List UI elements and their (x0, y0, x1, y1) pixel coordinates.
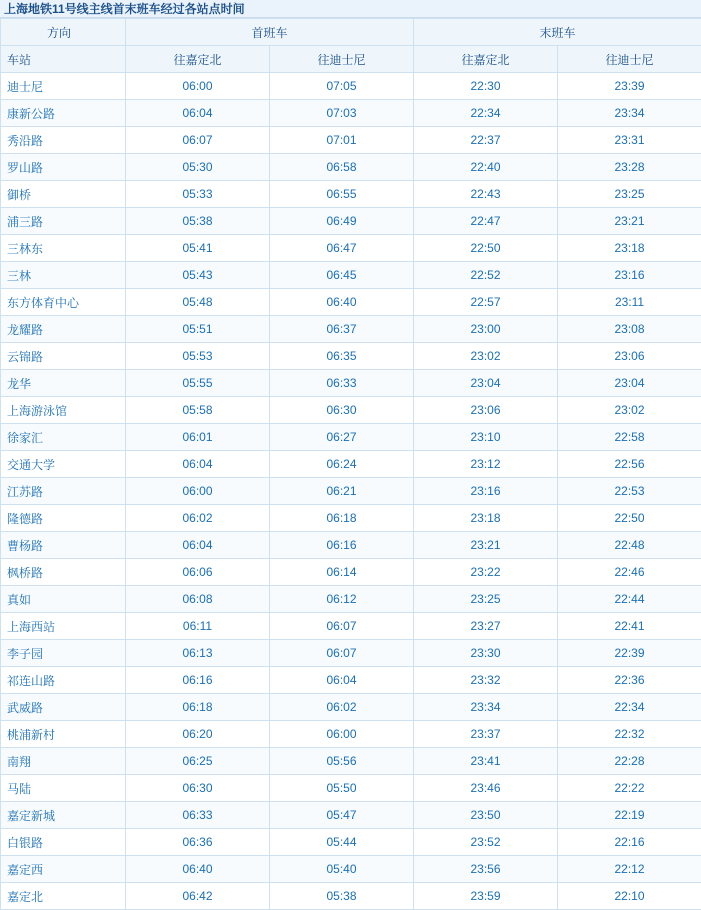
first-train-to-jiadingbei-cell: 06:00 (126, 478, 270, 505)
first-train-to-jiadingbei-cell: 06:42 (126, 883, 270, 910)
page-title: 上海地铁11号线主线首末班车经过各站点时间 (4, 1, 245, 17)
last-train-to-jiadingbei-cell: 23:18 (414, 505, 558, 532)
station-name-cell: 秀沿路 (1, 127, 126, 154)
last-train-to-disney-cell: 22:10 (558, 883, 701, 910)
table-row (1, 370, 701, 397)
table-row (1, 532, 701, 559)
last-train-to-disney-cell: 23:28 (558, 154, 701, 181)
first-train-to-jiadingbei-cell: 05:53 (126, 343, 270, 370)
last-train-to-jiadingbei-cell: 22:37 (414, 127, 558, 154)
first-train-to-jiadingbei-cell: 06:04 (126, 100, 270, 127)
first-train-to-disney-cell: 06:24 (270, 451, 414, 478)
table-row (1, 343, 701, 370)
last-train-to-jiadingbei-cell: 23:37 (414, 721, 558, 748)
first-train-to-disney-cell: 06:40 (270, 289, 414, 316)
first-train-to-disney-cell: 06:30 (270, 397, 414, 424)
station-name-cell: 上海游泳馆 (1, 397, 126, 424)
table-row (1, 748, 701, 775)
last-train-to-disney-cell: 22:56 (558, 451, 701, 478)
table-row (1, 721, 701, 748)
last-train-to-disney-cell: 23:34 (558, 100, 701, 127)
first-train-to-disney-cell: 06:49 (270, 208, 414, 235)
last-train-to-disney-cell: 22:22 (558, 775, 701, 802)
station-name-cell: 曹杨路 (1, 532, 126, 559)
station-name-cell: 浦三路 (1, 208, 126, 235)
first-train-to-disney-cell: 05:47 (270, 802, 414, 829)
first-train-to-disney-cell: 06:00 (270, 721, 414, 748)
table-row (1, 127, 701, 154)
station-name-cell: 迪士尼 (1, 73, 126, 100)
table-row (1, 100, 701, 127)
last-train-to-disney-cell: 22:41 (558, 613, 701, 640)
first-train-to-disney-cell: 07:01 (270, 127, 414, 154)
table-row (1, 181, 701, 208)
last-train-to-disney-cell: 22:50 (558, 505, 701, 532)
first-train-to-disney-cell: 07:05 (270, 73, 414, 100)
first-train-to-jiadingbei-cell: 05:41 (126, 235, 270, 262)
first-train-to-disney-cell: 07:03 (270, 100, 414, 127)
last-train-to-disney-cell: 22:19 (558, 802, 701, 829)
first-train-to-jiadingbei-cell: 06:04 (126, 451, 270, 478)
first-train-to-disney-cell: 06:33 (270, 370, 414, 397)
table-row (1, 235, 701, 262)
first-train-to-jiadingbei-cell: 06:13 (126, 640, 270, 667)
table-row (1, 154, 701, 181)
table-row (1, 73, 701, 100)
page-title-bar (0, 0, 701, 18)
station-name-cell: 祁连山路 (1, 667, 126, 694)
first-train-to-jiadingbei-cell: 05:38 (126, 208, 270, 235)
last-train-to-jiadingbei-cell: 23:59 (414, 883, 558, 910)
last-train-to-jiadingbei-cell: 22:40 (414, 154, 558, 181)
last-train-to-disney-cell: 22:53 (558, 478, 701, 505)
last-train-to-jiadingbei-cell: 23:16 (414, 478, 558, 505)
first-train-to-jiadingbei-cell: 06:07 (126, 127, 270, 154)
first-train-to-disney-cell: 06:12 (270, 586, 414, 613)
last-train-to-jiadingbei-cell: 23:04 (414, 370, 558, 397)
station-name-cell: 徐家汇 (1, 424, 126, 451)
first-train-to-disney-cell: 05:40 (270, 856, 414, 883)
last-train-to-disney-cell: 22:32 (558, 721, 701, 748)
last-train-to-disney-cell: 22:28 (558, 748, 701, 775)
last-train-to-disney-cell: 22:58 (558, 424, 701, 451)
last-train-to-disney-cell: 22:16 (558, 829, 701, 856)
first-train-to-jiadingbei-cell: 06:36 (126, 829, 270, 856)
last-train-to-disney-cell: 22:34 (558, 694, 701, 721)
last-train-to-jiadingbei-cell: 23:25 (414, 586, 558, 613)
last-train-to-jiadingbei-cell: 23:41 (414, 748, 558, 775)
last-train-to-jiadingbei-cell: 23:46 (414, 775, 558, 802)
first-train-to-disney-cell: 06:37 (270, 316, 414, 343)
first-train-to-disney-cell: 06:07 (270, 640, 414, 667)
first-train-to-disney-cell: 06:07 (270, 613, 414, 640)
last-train-to-jiadingbei-cell: 23:02 (414, 343, 558, 370)
last-train-to-disney-cell: 23:04 (558, 370, 701, 397)
first-train-to-jiadingbei-cell: 05:30 (126, 154, 270, 181)
first-train-to-jiadingbei-cell: 05:58 (126, 397, 270, 424)
first-train-to-jiadingbei-cell: 06:33 (126, 802, 270, 829)
first-train-to-jiadingbei-cell: 06:25 (126, 748, 270, 775)
last-train-to-disney-cell: 23:18 (558, 235, 701, 262)
table-header (1, 19, 701, 73)
first-train-to-jiadingbei-cell: 06:06 (126, 559, 270, 586)
station-name-cell: 南翔 (1, 748, 126, 775)
column-first-to-jiadingbei: 往嘉定北 (126, 46, 270, 73)
last-train-to-jiadingbei-cell: 23:12 (414, 451, 558, 478)
station-name-cell: 罗山路 (1, 154, 126, 181)
first-train-to-disney-cell: 06:47 (270, 235, 414, 262)
first-train-to-jiadingbei-cell: 06:16 (126, 667, 270, 694)
table-row (1, 694, 701, 721)
last-train-to-disney-cell: 23:02 (558, 397, 701, 424)
first-train-to-jiadingbei-cell: 06:01 (126, 424, 270, 451)
last-train-to-jiadingbei-cell: 23:34 (414, 694, 558, 721)
table-body (1, 73, 701, 910)
last-train-to-jiadingbei-cell: 23:32 (414, 667, 558, 694)
first-train-to-disney-cell: 06:27 (270, 424, 414, 451)
table-row (1, 613, 701, 640)
last-train-to-jiadingbei-cell: 23:52 (414, 829, 558, 856)
table-row (1, 640, 701, 667)
table-row (1, 262, 701, 289)
station-name-cell: 白银路 (1, 829, 126, 856)
table-row (1, 829, 701, 856)
column-first-to-disney: 往迪士尼 (270, 46, 414, 73)
station-name-cell: 云锦路 (1, 343, 126, 370)
last-train-to-jiadingbei-cell: 22:57 (414, 289, 558, 316)
last-train-to-disney-cell: 23:25 (558, 181, 701, 208)
first-train-to-disney-cell: 05:44 (270, 829, 414, 856)
station-name-cell: 御桥 (1, 181, 126, 208)
first-train-to-jiadingbei-cell: 06:30 (126, 775, 270, 802)
last-train-to-jiadingbei-cell: 23:27 (414, 613, 558, 640)
station-name-cell: 嘉定北 (1, 883, 126, 910)
last-train-to-jiadingbei-cell: 22:52 (414, 262, 558, 289)
header-row-groups (1, 19, 701, 46)
table-row (1, 667, 701, 694)
first-train-to-jiadingbei-cell: 05:51 (126, 316, 270, 343)
direction-label: 方向 (1, 19, 126, 46)
last-train-to-disney-cell: 22:36 (558, 667, 701, 694)
station-name-cell: 嘉定新城 (1, 802, 126, 829)
table-row (1, 397, 701, 424)
last-train-to-disney-cell: 23:08 (558, 316, 701, 343)
first-train-to-jiadingbei-cell: 05:48 (126, 289, 270, 316)
first-train-to-jiadingbei-cell: 05:33 (126, 181, 270, 208)
station-name-cell: 桃浦新村 (1, 721, 126, 748)
first-train-to-disney-cell: 06:18 (270, 505, 414, 532)
column-last-to-jiadingbei: 往嘉定北 (414, 46, 558, 73)
station-name-cell: 三林东 (1, 235, 126, 262)
table-row (1, 316, 701, 343)
last-train-to-jiadingbei-cell: 23:10 (414, 424, 558, 451)
last-train-to-jiadingbei-cell: 23:30 (414, 640, 558, 667)
last-train-to-jiadingbei-cell: 22:34 (414, 100, 558, 127)
metro-timetable (0, 18, 701, 910)
last-train-to-disney-cell: 22:46 (558, 559, 701, 586)
first-train-to-disney-cell: 06:14 (270, 559, 414, 586)
first-train-to-disney-cell: 06:45 (270, 262, 414, 289)
last-train-to-jiadingbei-cell: 23:00 (414, 316, 558, 343)
last-train-to-jiadingbei-cell: 22:50 (414, 235, 558, 262)
last-train-to-jiadingbei-cell: 23:50 (414, 802, 558, 829)
station-name-cell: 马陆 (1, 775, 126, 802)
last-train-to-jiadingbei-cell: 22:47 (414, 208, 558, 235)
table-row (1, 451, 701, 478)
first-train-to-jiadingbei-cell: 06:40 (126, 856, 270, 883)
first-train-to-jiadingbei-cell: 06:04 (126, 532, 270, 559)
station-name-cell: 交通大学 (1, 451, 126, 478)
table-row (1, 478, 701, 505)
station-name-cell: 武威路 (1, 694, 126, 721)
last-train-to-jiadingbei-cell: 23:21 (414, 532, 558, 559)
header-row-columns (1, 46, 701, 73)
table-row (1, 802, 701, 829)
first-train-to-disney-cell: 06:58 (270, 154, 414, 181)
last-train-to-disney-cell: 23:21 (558, 208, 701, 235)
first-train-to-jiadingbei-cell: 05:55 (126, 370, 270, 397)
column-last-to-disney: 往迪士尼 (558, 46, 701, 73)
last-train-to-disney-cell: 23:16 (558, 262, 701, 289)
group-last-train: 末班车 (414, 19, 701, 46)
last-train-to-disney-cell: 23:31 (558, 127, 701, 154)
station-name-cell: 江苏路 (1, 478, 126, 505)
first-train-to-disney-cell: 06:55 (270, 181, 414, 208)
last-train-to-disney-cell: 22:44 (558, 586, 701, 613)
table-row (1, 424, 701, 451)
first-train-to-disney-cell: 06:16 (270, 532, 414, 559)
first-train-to-disney-cell: 05:50 (270, 775, 414, 802)
last-train-to-disney-cell: 22:39 (558, 640, 701, 667)
first-train-to-jiadingbei-cell: 06:08 (126, 586, 270, 613)
last-train-to-disney-cell: 23:06 (558, 343, 701, 370)
first-train-to-jiadingbei-cell: 06:02 (126, 505, 270, 532)
station-name-cell: 真如 (1, 586, 126, 613)
table-row (1, 208, 701, 235)
first-train-to-jiadingbei-cell: 06:00 (126, 73, 270, 100)
station-name-cell: 隆德路 (1, 505, 126, 532)
station-name-cell: 李子园 (1, 640, 126, 667)
first-train-to-jiadingbei-cell: 06:20 (126, 721, 270, 748)
station-name-cell: 龙华 (1, 370, 126, 397)
first-train-to-disney-cell: 06:21 (270, 478, 414, 505)
table-row (1, 883, 701, 910)
station-name-cell: 东方体育中心 (1, 289, 126, 316)
station-name-cell: 康新公路 (1, 100, 126, 127)
first-train-to-disney-cell: 06:35 (270, 343, 414, 370)
station-name-cell: 嘉定西 (1, 856, 126, 883)
table-row (1, 289, 701, 316)
station-name-cell: 三林 (1, 262, 126, 289)
station-name-cell: 枫桥路 (1, 559, 126, 586)
last-train-to-disney-cell: 22:48 (558, 532, 701, 559)
last-train-to-jiadingbei-cell: 23:22 (414, 559, 558, 586)
first-train-to-disney-cell: 05:38 (270, 883, 414, 910)
first-train-to-disney-cell: 06:02 (270, 694, 414, 721)
table-row (1, 505, 701, 532)
last-train-to-jiadingbei-cell: 23:06 (414, 397, 558, 424)
station-name-cell: 龙耀路 (1, 316, 126, 343)
first-train-to-jiadingbei-cell: 06:11 (126, 613, 270, 640)
first-train-to-jiadingbei-cell: 06:18 (126, 694, 270, 721)
station-name-cell: 上海西站 (1, 613, 126, 640)
last-train-to-jiadingbei-cell: 23:56 (414, 856, 558, 883)
first-train-to-disney-cell: 05:56 (270, 748, 414, 775)
column-station: 车站 (1, 46, 126, 73)
group-first-train: 首班车 (126, 19, 414, 46)
first-train-to-jiadingbei-cell: 05:43 (126, 262, 270, 289)
table-row (1, 559, 701, 586)
last-train-to-disney-cell: 22:12 (558, 856, 701, 883)
first-train-to-disney-cell: 06:04 (270, 667, 414, 694)
table-row (1, 856, 701, 883)
last-train-to-disney-cell: 23:11 (558, 289, 701, 316)
table-row (1, 586, 701, 613)
last-train-to-jiadingbei-cell: 22:43 (414, 181, 558, 208)
last-train-to-jiadingbei-cell: 22:30 (414, 73, 558, 100)
table-row (1, 775, 701, 802)
last-train-to-disney-cell: 23:39 (558, 73, 701, 100)
